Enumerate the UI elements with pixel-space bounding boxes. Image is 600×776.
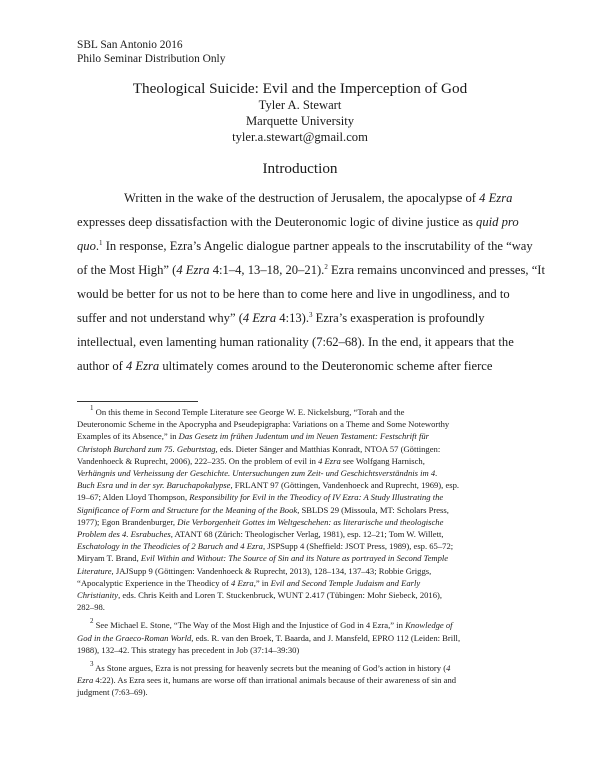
author-name: Tyler A. Stewart	[258, 98, 342, 112]
conference-line: SBL San Antonio 2016	[77, 39, 183, 51]
footnote-divider	[77, 401, 198, 402]
body-line: expresses deep dissatisfaction with the Deuteronomic logic of divine justice as quid pro	[77, 215, 519, 229]
body-paragraph	[77, 186, 545, 378]
footnote-2: $^2$ See Michael E. Stone, “The Way of the Most High and the Injustice of God in 4 Ezra,” in Knowledge of God in the Graeco-Roman World, eds. R. van den Broek, T. Baarda, and J. Mansfeld, EPRO 112 (Leiden: Brill, 1988), 132–42. This strategy has precedent in Job (37:14–39:30)	[77, 617, 461, 655]
section-heading: Introduction	[262, 160, 338, 177]
body-line: intellectual, even lamenting human rationality (7:62–68). In the end, it appears that the	[77, 335, 514, 349]
author-affiliation: Marquette University	[245, 114, 355, 128]
body-line: of the Most High” (4 Ezra 4:1–4, 13–18, 20–21).$^2$ Ezra remains unconvinced and presses, “It	[77, 263, 545, 277]
paper-title: Theological Suicide: Evil and the Imperception of God	[132, 80, 468, 97]
footnote-3: $^3$ As Stone argues, Ezra is not pressing for heavenly secrets but the meaning of God’s action in history (4 Ezra 4:22). As Ezra sees it, humans are worse off than irrational animals because of their awareness of sin and judgment (7:63–69).	[77, 660, 457, 698]
body-line: Written in the wake of the destruction of Jerusalem, the apocalypse of 4 Ezra	[124, 191, 513, 205]
footnote-mark: 3	[90, 660, 94, 669]
footnote-mark: 2	[90, 617, 94, 626]
footnote-1: $^1$ On this theme in Second Temple Literature see George W. E. Nickelsburg, “Torah and the Deuteronomic Scheme in the Apocrypha and Pseudepigrapha: Variations on a Theme and Some Noteworthy Examples of its Absence,” in Das Gesetz im frühen Judentum und im Neuen Testament: Festschrift für Christoph Burchard zum 75. Geburtstag, eds. Dieter Sänger and Matthias Konradt, NTOA 57 (Göttingen: Vandenhoeck & Ruprecht, 2006), 222–235. On the problem of evil in 4 Ezra see Wolfgang Harnisch, Verhängnis und Verheissung der Geschichte. Untersuchungen zum Zeit- und Geschichtsverständnis im 4. Buch Esra und in der syr. Baruchapokalypse, FRLANT 97 (Göttingen, Vandenhoeck and Ruprecht, 1969), esp. 19–67; Alden Lloyd Thompson, Responsibility for Evil in the Theodicy of IV Ezra: A Study Illustrating the Significance of Form and Structure for the Meaning of the Book, SBLDS 29 (Missoula, MT: Scholars Press, 1977); Egon Brandenburger, Die Verborgenheit Gottes im Weltgeschehen: as literarische und theologische Problem des 4. Esrabuches, ATANT 68 (Zürich: Theologischer Verlag, 1981), esp. 12–21; Tom W. Willett, Eschatology in the Theodicies of 2 Baruch and 4 Ezra, JSPSupp 4 (Sheffield: JSOT Press, 1989), esp. 65–72; Miryam T. Brand, Evil Within and Without: The Source of Sin and its Nature as portrayed in Second Temple Literature, JAJSupp 9 (Göttingen: Vandenhoeck & Ruprecht, 2013), 128–134, 137–43; Robbie Griggs, “Apocalyptic Experience in the Theodicy of 4 Ezra,” in Evil and Second Temple Judaism and Early Christianity, eds. Chris Keith and Loren T. Stuckenbruck, WUNT 2.417 (Tübingen: Mohr Siebeck, 2016), 282–98.	[77, 404, 460, 613]
author-email: tyler.a.stewart@gmail.com	[232, 130, 368, 144]
body-line: would be better for us not to be here than to come here and live in ungodliness, and to	[77, 287, 510, 301]
footnote-ref-3[interactable]: 3	[309, 311, 313, 319]
distribution-line: Philo Seminar Distribution Only	[77, 53, 226, 65]
title-block	[0, 80, 600, 145]
footnote-ref-2[interactable]: 2	[324, 263, 328, 271]
footnote-mark: 1	[90, 404, 94, 412]
document-header	[77, 38, 225, 66]
body-line: suffer and not understand why” (4 Ezra 4:13).$^3$ Ezra’s exasperation is profoundly	[77, 311, 485, 325]
footnote-ref-1[interactable]: 1	[99, 239, 103, 247]
footnotes	[77, 406, 523, 705]
body-line: quo.$^1$ In response, Ezra’s Angelic dialogue partner appeals to the inscrutability of the “way	[77, 239, 533, 253]
body-line: author of 4 Ezra ultimately comes around to the Deuteronomic scheme after fierce	[77, 359, 493, 373]
